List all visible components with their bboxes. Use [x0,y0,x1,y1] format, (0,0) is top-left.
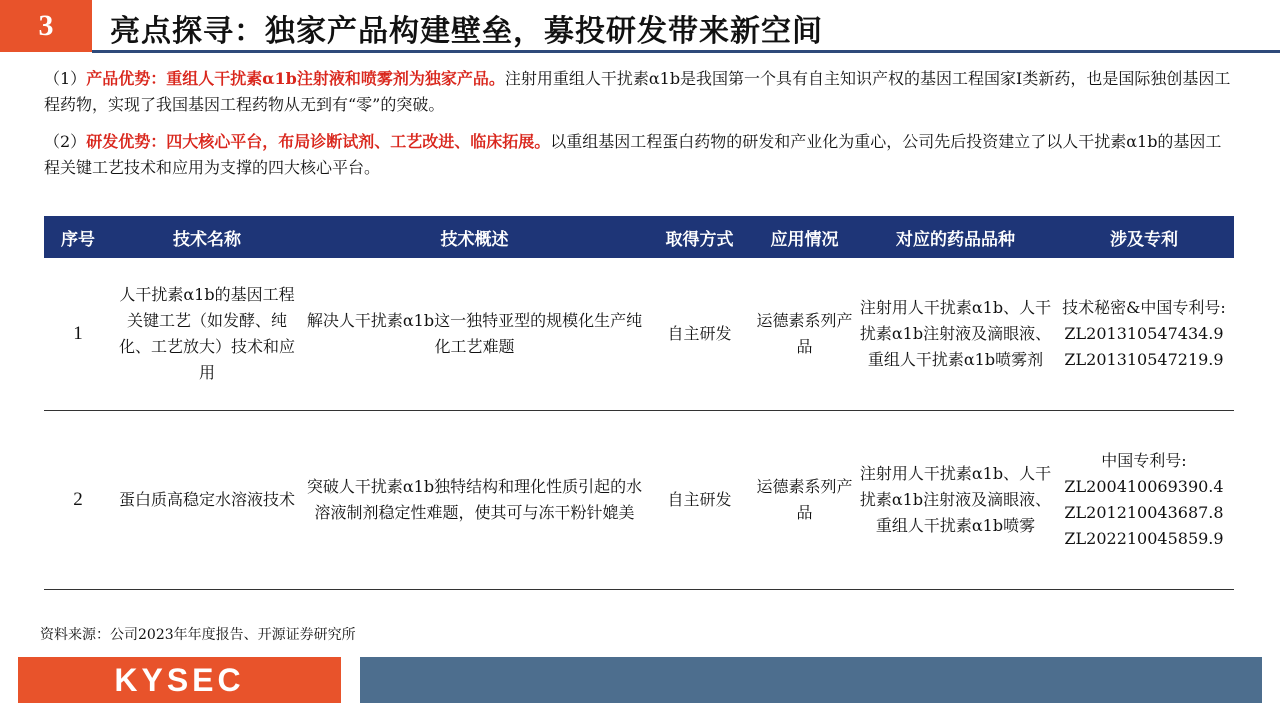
paragraph-product-advantage [44,66,1234,118]
cell-application: 运德素系列产品 [752,258,857,411]
column-header-summary: 技术概述 [302,216,647,258]
cell-summary: 解决人干扰素α1b这一独特亚型的规模化生产纯化工艺难题 [302,258,647,411]
paragraph-highlight: 产品优势：重组人干扰素α1b注射液和喷雾剂为独家产品。 [86,69,505,88]
patent-line: ZL201310547434.9 [1064,324,1224,343]
footer-logo-bar [18,657,341,703]
column-header-drugs: 对应的药品品种 [857,216,1054,258]
cell-drugs: 注射用人干扰素α1b、人干扰素α1b注射液及滴眼液、重组人干扰素α1b喷雾 [857,411,1054,590]
patent-line: ZL201210043687.8 [1064,503,1224,522]
column-header-application: 应用情况 [752,216,857,258]
kysec-logo: KYSEC [114,661,245,698]
cell-name: 蛋白质高稳定水溶液技术 [112,411,302,590]
cell-summary: 突破人干扰素α1b独特结构和理化性质引起的水溶液制剂稳定性难题，使其可与冻干粉针媲美 [302,411,647,590]
patent-line: 中国专利号: [1101,451,1187,470]
patent-line: ZL200410069390.4 [1064,477,1224,496]
paragraph-prefix: （1） [44,69,87,88]
cell-patents [1054,411,1234,590]
cell-method: 自主研发 [647,258,752,411]
patent-line: ZL202210045859.9 [1064,529,1224,548]
table-row [44,411,1234,590]
column-header-name: 技术名称 [112,216,302,258]
cell-drugs: 注射用人干扰素α1b、人干扰素α1b注射液及滴眼液、重组人干扰素α1b喷雾剂 [857,258,1054,411]
column-header-method: 取得方式 [647,216,752,258]
cell-application: 运德素系列产品 [752,411,857,590]
paragraph-rd-advantage [44,129,1234,181]
page-title: 亮点探寻：独家产品构建壁垒，募投研发带来新空间 [110,14,823,49]
column-header-patents: 涉及专利 [1054,216,1234,258]
footer-bar [360,657,1262,703]
header-divider [92,50,1280,53]
cell-method: 自主研发 [647,411,752,590]
cell-patents [1054,258,1234,411]
paragraph-prefix: （2） [44,132,87,151]
section-number: 3 [0,0,92,52]
patent-line: ZL201310547219.9 [1064,350,1224,369]
paragraph-highlight: 研发优势：四大核心平台，布局诊断试剂、工艺改进、临床拓展。 [86,132,551,151]
paragraph-body: 以重组基因工程蛋白药物的研发和产业化为重心，公司先后投资建立了以人干扰素α1b的基因工程关键工艺技术和应用为支撑的四大核心平台。 [44,132,1222,177]
technology-table [44,216,1234,590]
table-row [44,258,1234,411]
table-header-row [44,216,1234,258]
source-note: 资料来源：公司2023年年度报告、开源证券研究所 [40,627,356,643]
column-header-no: 序号 [44,216,112,258]
cell-no: 1 [44,258,112,411]
cell-name: 人干扰素α1b的基因工程关键工艺（如发酵、纯化、工艺放大）技术和应用 [112,258,302,411]
paragraph-body: 注射用重组人干扰素α1b是我国第一个具有自主知识产权的基因工程国家I类新药，也是国际独创基因工程药物，实现了我国基因工程药物从无到有“零”的突破。 [44,69,1231,114]
patent-line: 技术秘密&中国专利号: [1062,298,1226,317]
cell-no: 2 [44,411,112,590]
